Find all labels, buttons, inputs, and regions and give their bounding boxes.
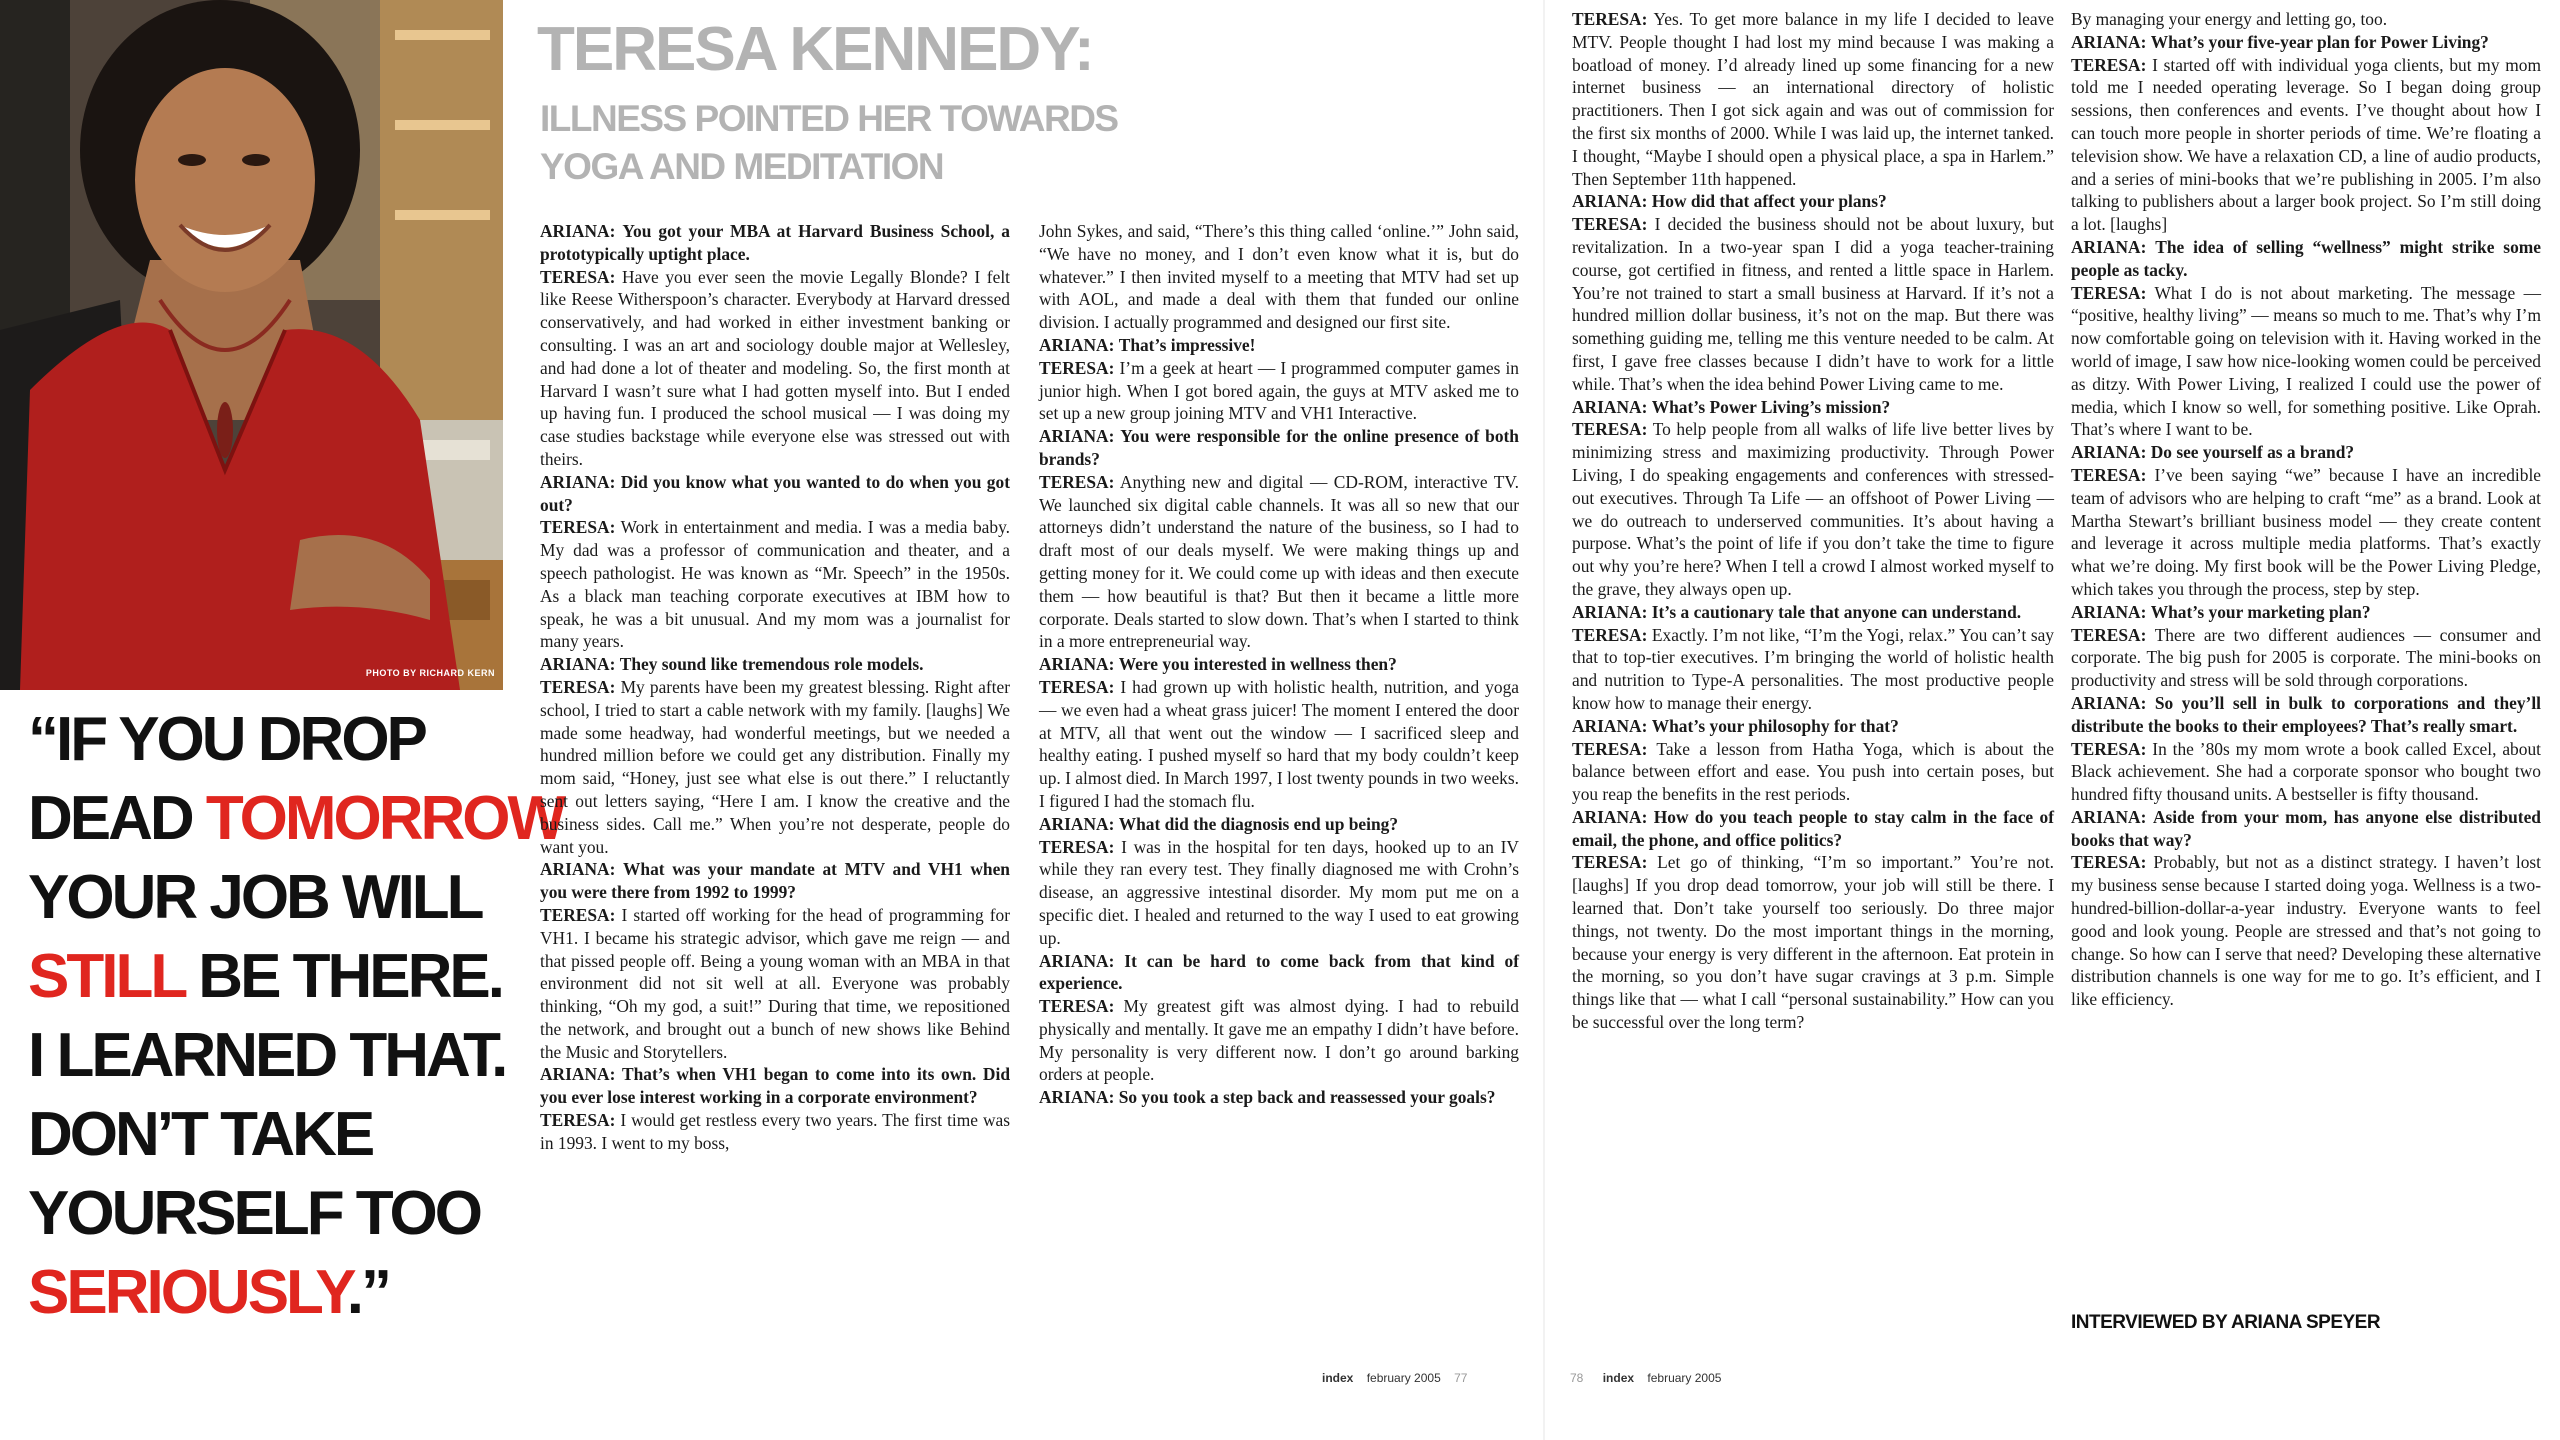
pull-quote-line: [28, 700, 508, 779]
paragraph-text: Have you ever seen the movie Legally Blonde? I felt like Reese Witherspoon’s character. Everybody at Harvard dressed conservatively, and had worked in either investment banking or consulting. I was an art and sociology double major at Wellesley, and had done a lot of theater and modeling. So, the first month at Harvard I wasn’t sure what I had gotten myself into. But I ended up having fun. I produced the school musical — I was doing my case studies backstage while everyone else was stressed out with theirs.: [540, 266, 1010, 469]
pull-quote: [28, 700, 564, 1332]
pull-quote-line: [28, 1253, 508, 1332]
interview-answer: [1572, 8, 2054, 190]
interview-answer: [2071, 8, 2541, 31]
interview-question: [2071, 236, 2541, 282]
subhead-line: YOGA AND MEDITATION: [540, 146, 944, 187]
folio-right: [1570, 1371, 1721, 1385]
paragraph-text: What did the diagnosis end up being?: [1118, 813, 1399, 834]
pull-quote-text: I LEARNED THAT.: [28, 1021, 506, 1090]
interview-question: [1039, 1086, 1519, 1109]
folio-magazine: index: [1322, 1371, 1354, 1385]
speaker-label: TERESA:: [2071, 54, 2147, 75]
speaker-label: ARIANA:: [1039, 654, 1115, 675]
interview-answer: [2071, 282, 2541, 442]
paragraph-text: I started off working for the head of programming for VH1. I became his strategic advisor, which gave me reign — and that pissed people off. Being a young woman with an MBA in that environment did not sit well at all. Everyone was probably thinking, “Oh my god, a suit!” During that time, we repositioned the network, and brought out a bunch of new shows like Behind the Music and Storytellers.: [540, 904, 1010, 1062]
folio-issue: february 2005: [1647, 1371, 1722, 1385]
folio-page-number: 77: [1454, 1371, 1468, 1385]
paragraph-text: You got your MBA at Harvard Business School, a prototypically uptight place.: [540, 221, 1010, 264]
paragraph-text: Did you know what you wanted to do when you got out?: [540, 471, 1010, 515]
interview-answer: [1039, 836, 1519, 950]
text-column-3: [1572, 8, 2054, 1034]
paragraph-text: I started off with individual yoga clients, but my mom told me I needed operating leverage. So I began doing group sessions, then conferences and events. I’ve thought about how I can touch more people in shorter periods of time. We’re floating a television show. We have a relaxation CD, a line of audio products, and a series of mini-books that we’re publishing in 2005. I’m also talking to publishers about a larger book project. So I’m still doing a lot. [laughs]: [2071, 54, 2541, 235]
pull-quote-text: YOURSELF TOO: [28, 1179, 481, 1248]
interview-answer: [1039, 995, 1519, 1086]
pull-quote-line: [28, 1016, 508, 1095]
interview-question: [1572, 601, 2054, 624]
interview-question: [1572, 190, 2054, 213]
speaker-label: ARIANA:: [1572, 715, 1648, 736]
interview-question: [540, 471, 1010, 517]
pull-quote-emphasis: STILL: [28, 942, 185, 1011]
paragraph-text: Work in entertainment and media. I was a media baby. My dad was a professor of communication and theater, and a speech pathologist. He was known as “Mr. Speech” in the 1950s. As a black man teaching corporate executives at IBM how to speak, he was a bit unusual. And my mom was a journalist for many years.: [540, 517, 1010, 652]
speaker-label: TERESA:: [1572, 624, 1648, 645]
pull-quote-line: [28, 1095, 508, 1174]
pull-quote-text: YOUR JOB WILL: [28, 863, 482, 932]
folio-left: [1322, 1371, 1467, 1385]
text-column-2: [1039, 220, 1519, 1109]
pull-quote-text: DON’T TAKE: [28, 1100, 373, 1169]
interview-question: [1039, 334, 1519, 357]
pull-quote-text: .”: [346, 1258, 389, 1327]
speaker-label: ARIANA:: [2071, 31, 2147, 52]
page-gutter: [1543, 0, 1545, 1440]
interview-answer: [1572, 624, 2054, 715]
speaker-label: TERESA:: [2071, 282, 2147, 303]
paragraph-text: I’ve been saying “we” because I have an incredible team of advisors who are helping to craft “me” as a brand. Look at Martha Stewart’s brilliant business model — they create content and leverage it across multiple media platforms. That’s exactly what we’re doing. My first book will be the Power Living Pledge, which takes you through the process, step by step.: [2071, 464, 2541, 599]
interview-question: [540, 1063, 1010, 1109]
paragraph-text: Anything new and digital — CD-ROM, interactive TV. We launched six digital cable channels. It was all so new that our attorneys didn’t understand the nature of the business, so I had to draft most of our deals myself. We were making things up and getting money for it. We could come up with ideas and then execute them — how beautiful is that? But then it became a little more corporate. Deals started to slow down. That’s when I started to think in a more entrepreneurial way.: [1039, 471, 1519, 652]
paragraph-text: How did that affect your plans?: [1651, 191, 1887, 212]
pull-quote-text: BE THERE.: [184, 942, 503, 1011]
interview-question: [1572, 806, 2054, 852]
speaker-label: ARIANA:: [540, 1064, 616, 1085]
interview-answer: [1039, 676, 1519, 813]
speaker-label: TERESA:: [1572, 738, 1648, 759]
interview-answer: [2071, 851, 2541, 1011]
text-column-4: [2071, 8, 2541, 1011]
paragraph-text: Take a lesson from Hatha Yoga, which is about the balance between effort and ease. You push into certain poses, but you reap the benefits in the rest periods.: [1572, 738, 2054, 805]
speaker-label: TERESA:: [2071, 738, 2147, 759]
speaker-label: ARIANA:: [1572, 806, 1648, 827]
paragraph-text: I would get restless every two years. The first time was in 1993. I went to my boss,: [540, 1110, 1010, 1153]
speaker-label: ARIANA:: [2071, 806, 2147, 827]
paragraph-text: In the ’80s my mom wrote a book called Excel, about Black achievement. She had a corporate sponsor who bought two hundred fifty thousand units. A bestseller is fifty thousand.: [2071, 738, 2541, 805]
paragraph-text: I decided the business should not be about luxury, but revitalization. In a two-year span I did a yoga teacher-training course, got certified in fitness, and rented a little space in Harlem. You’re not trained to start a small business at Harvard. If it’s not a hundred million dollar business, it’s not on the map. But there was something guiding me, telling me this venture needed to be calm. At first, I gave free classes because I didn’t have to work for a little while. That’s when the idea behind Power Living came to me.: [1572, 214, 2054, 394]
paragraph-text: John Sykes, and said, “There’s this thing called ‘online.’” John said, “We have no money, and I don’t even know what it is, but do whatever.” I then invited myself to a meeting that MTV had set up with AOL, and made a deal with them that funded our online division. I actually programmed and designed our first site.: [1039, 221, 1519, 333]
photo-credit: PHOTO BY RICHARD KERN: [365, 668, 495, 678]
paragraph-text: The idea of selling “wellness” might strike some people as tacky.: [2071, 236, 2541, 280]
speaker-label: ARIANA:: [540, 471, 616, 492]
pull-quote-emphasis: TOMORROW: [205, 784, 564, 853]
interview-question: [1572, 715, 2054, 738]
interview-question: [540, 220, 1010, 266]
speaker-label: TERESA:: [1572, 419, 1648, 440]
speaker-label: TERESA:: [2071, 624, 2147, 645]
speaker-label: TERESA:: [1572, 9, 1648, 29]
paragraph-text: Were you interested in wellness then?: [1118, 654, 1397, 675]
speaker-label: TERESA:: [1039, 676, 1115, 697]
interview-question: [1039, 653, 1519, 676]
byline: INTERVIEWED BY ARIANA SPEYER: [2071, 1312, 2381, 1333]
interview-answer: [1039, 471, 1519, 653]
paragraph-text: Let go of thinking, “I’m so important.” You’re not. [laughs] If you drop dead tomorrow, your job will still be there. I learned that. Don’t take yourself too seriously. Do three major things, not twenty. Do the most important things in the morning, because your energy is very different in the afternoon. Eat protein in the morning, so you don’t have sugar cravings at 3 p.m. Simple things like that — what I call “personal sustainability.” How can you be successful over the long term?: [1572, 852, 2054, 1033]
speaker-label: ARIANA:: [540, 859, 616, 880]
interview-question: [2071, 441, 2541, 464]
subhead-line: ILLNESS POINTED HER TOWARDS: [540, 98, 1118, 139]
speaker-label: ARIANA:: [2071, 442, 2147, 463]
speaker-label: TERESA:: [540, 517, 616, 538]
interview-question: [1039, 425, 1519, 471]
interview-question: [2071, 806, 2541, 852]
interview-answer: [2071, 464, 2541, 601]
pull-quote-text: “IF YOU DROP: [28, 705, 425, 774]
interview-question: [1039, 950, 1519, 996]
speaker-label: TERESA:: [540, 676, 616, 697]
pull-quote-line: [28, 937, 508, 1016]
paragraph-text: They sound like tremendous role models.: [619, 654, 924, 675]
paragraph-text: What was your mandate at MTV and VH1 when you were there from 1992 to 1999?: [540, 859, 1010, 903]
headline: TERESA KENNEDY:: [537, 15, 1093, 84]
speaker-label: ARIANA:: [1572, 396, 1648, 417]
paragraph-text: What’s Power Living’s mission?: [1651, 396, 1891, 417]
paragraph-text: That’s when VH1 began to come into its own. Did you ever lose interest working in a corporate environment?: [540, 1064, 1010, 1108]
speaker-label: ARIANA:: [1039, 334, 1115, 355]
portrait-illustration: [0, 0, 503, 690]
paragraph-text: Exactly. I’m not like, “I’m the Yogi, relax.” You can’t say that to top-tier executives. I’m bringing the world of holistic health and nutrition to Type-A personalities. The most productive people know how to manage their energy.: [1572, 624, 2055, 713]
interview-answer: [1572, 213, 2054, 395]
interview-question: [2071, 601, 2541, 624]
interview-question: [2071, 31, 2541, 54]
folio-page-number: 78: [1570, 1371, 1584, 1385]
paragraph-text: What I do is not about marketing. The message — “positive, healthy living” — means so much to me. That’s why I’m now comfortable going on television with it. Having worked in the world of image, I saw how nice-looking women could be perceived as ditzy. With Power Living, I realized I could use the power of media, which I know so well, for something positive. Like Oprah. That’s where I want to be.: [2071, 282, 2541, 440]
interview-answer: [1039, 357, 1519, 425]
interview-answer: [2071, 738, 2541, 806]
speaker-label: TERESA:: [540, 1110, 616, 1131]
paragraph-text: How do you teach people to stay calm in the face of email, the phone, and office politics?: [1572, 806, 2054, 850]
paragraph-text: By managing your energy and letting go, too.: [2071, 9, 2388, 29]
interview-answer: [540, 266, 1010, 471]
folio-issue: february 2005: [1366, 1371, 1441, 1385]
speaker-label: ARIANA:: [1039, 950, 1115, 971]
text-column-1: [540, 220, 1010, 1155]
interview-answer: [1572, 738, 2054, 806]
paragraph-text: Probably, but not as a distinct strategy. I haven’t lost my business sense because I started doing yoga. Wellness is a two-hundred-billion-dollar-a-year industry. Everyone wants to feel good and look young. People are stressed and that’s not going to change. So how can I serve that need? Developing these alternative distribution channels is one way for me to go. It’s efficient, and I like efficiency.: [2071, 852, 2541, 1010]
speaker-label: TERESA:: [1039, 836, 1115, 857]
paragraph-text: There are two different audiences — consumer and corporate. The big push for 2005 is corporate. The mini-books on productivity and stress will be sold through corporations.: [2071, 624, 2541, 691]
speaker-label: TERESA:: [2071, 464, 2147, 485]
speaker-label: TERESA:: [1572, 852, 1648, 873]
speaker-label: TERESA:: [540, 266, 616, 287]
interview-answer: [1572, 851, 2054, 1033]
interview-answer: [2071, 624, 2541, 692]
folio-magazine: index: [1602, 1371, 1635, 1385]
paragraph-text: It’s a cautionary tale that anyone can understand.: [1651, 601, 2022, 622]
portrait-photo: [0, 0, 503, 690]
paragraph-text: I was in the hospital for ten days, hooked up to an IV while they ran every test. They finally diagnosed me with Crohn’s disease, an aggressive intestinal disorder. My mom put me on a specific diet. I healed and returned to the way I used to eat growing up.: [1039, 836, 1519, 948]
paragraph-text: I had grown up with holistic health, nutrition, and yoga — we even had a wheat grass juicer! The moment I entered the door at MTV, all that went out the window — I sacrificed sleep and healthy eating. I pushed myself so hard that my body couldn’t keep up. I almost died. In March 1997, I lost twenty pounds in two weeks. I figured I had the stomach flu.: [1039, 676, 1519, 811]
interview-answer: [540, 1109, 1010, 1155]
speaker-label: ARIANA:: [1572, 191, 1648, 212]
speaker-label: TERESA:: [1039, 357, 1115, 378]
pull-quote-line: [28, 779, 564, 858]
speaker-label: ARIANA:: [1572, 601, 1648, 622]
paragraph-text: To help people from all walks of life live better lives by minimizing stress and maximizing productivity. Through Power Living, I do speaking engagements and conferences with stressed-out executives. Through Ta Life — an offshoot of Power Living — we do outreach to underserved communities. It’s about having a purpose. What’s the point of life if you don’t take the time to figure out why you’re here? When I tell a crowd I almost worked myself to the grave, they always open up.: [1572, 419, 2054, 599]
speaker-label: TERESA:: [1039, 996, 1115, 1017]
speaker-label: ARIANA:: [2071, 692, 2147, 713]
pull-quote-line: [28, 1174, 508, 1253]
speaker-label: ARIANA:: [540, 654, 616, 675]
speaker-label: TERESA:: [2071, 852, 2147, 873]
paragraph-text: I’m a geek at heart — I programmed computer games in junior high. When I got bored again, the guys at MTV asked me to set up a new group joining MTV and VH1 Interactive.: [1039, 357, 1519, 424]
speaker-label: ARIANA:: [2071, 601, 2147, 622]
paragraph-text: It can be hard to come back from that kind of experience.: [1039, 950, 1519, 994]
speaker-label: ARIANA:: [2071, 236, 2147, 257]
speaker-label: ARIANA:: [1039, 426, 1115, 447]
speaker-label: TERESA:: [540, 904, 616, 925]
interview-answer: [540, 904, 1010, 1064]
paragraph-text: Do see yourself as a brand?: [2150, 442, 2355, 463]
paragraph-text: My greatest gift was almost dying. I had to rebuild physically and mentally. It gave me an empathy I didn’t have before. My personality is very different now. I don’t go around barking orders at people.: [1039, 996, 1519, 1085]
speaker-label: ARIANA:: [540, 221, 616, 241]
interview-question: [2071, 692, 2541, 738]
interview-question: [540, 858, 1010, 904]
speaker-label: ARIANA:: [1039, 813, 1115, 834]
interview-answer: [1039, 220, 1519, 334]
paragraph-text: So you’ll sell in bulk to corporations and they’ll distribute the books to their employees? That’s really smart.: [2071, 692, 2541, 736]
pull-quote-emphasis: SERIOUSLY: [28, 1258, 347, 1327]
paragraph-text: Yes. To get more balance in my life I decided to leave MTV. People thought I had lost my mind because I was making a boatload of money. I’d already lined up some financing for a new internet business — an international directory of holistic practitioners. Then I got sick again and was out of commission for the first six months of 2000. While I was laid up, the internet tanked. I thought, “Maybe I should open a physical place, a spa in Harlem.” Then September 11th happened.: [1572, 9, 2055, 189]
speaker-label: TERESA:: [1572, 214, 1648, 235]
pull-quote-text: DEAD: [28, 784, 206, 853]
paragraph-text: So you took a step back and reassessed your goals?: [1118, 1087, 1496, 1108]
interview-question: [1572, 396, 2054, 419]
paragraph-text: What’s your philosophy for that?: [1651, 715, 1899, 736]
paragraph-text: What’s your marketing plan?: [2150, 601, 2371, 622]
speaker-label: TERESA:: [1039, 471, 1115, 492]
interview-answer: [2071, 54, 2541, 236]
interview-answer: [1572, 418, 2054, 600]
speaker-label: ARIANA:: [1039, 1087, 1115, 1108]
paragraph-text: What’s your five-year plan for Power Living?: [2150, 31, 2489, 52]
pull-quote-line: [28, 858, 508, 937]
paragraph-text: You were responsible for the online presence of both brands?: [1039, 426, 1519, 469]
interview-answer: [540, 676, 1010, 858]
paragraph-text: Aside from your mom, has anyone else distributed books that way?: [2071, 806, 2541, 850]
paragraph-text: My parents have been my greatest blessing. Right after school, I tried to start a cable network with my family. [laughs] We made some headway, had wonderful meetings, but we needed a hundred million before we could get any distribution. Finally my mom said, “Honey, just see what else is out there.” I reluctantly sent out letters saying, “Here I am. I know the creative and the business sides. Call me.” When you’re not desperate, people do want you.: [540, 676, 1011, 857]
interview-answer: [540, 516, 1010, 653]
paragraph-text: That’s impressive!: [1118, 334, 1256, 355]
subhead: [540, 95, 1118, 191]
interview-question: [1039, 813, 1519, 836]
interview-question: [540, 653, 1010, 676]
